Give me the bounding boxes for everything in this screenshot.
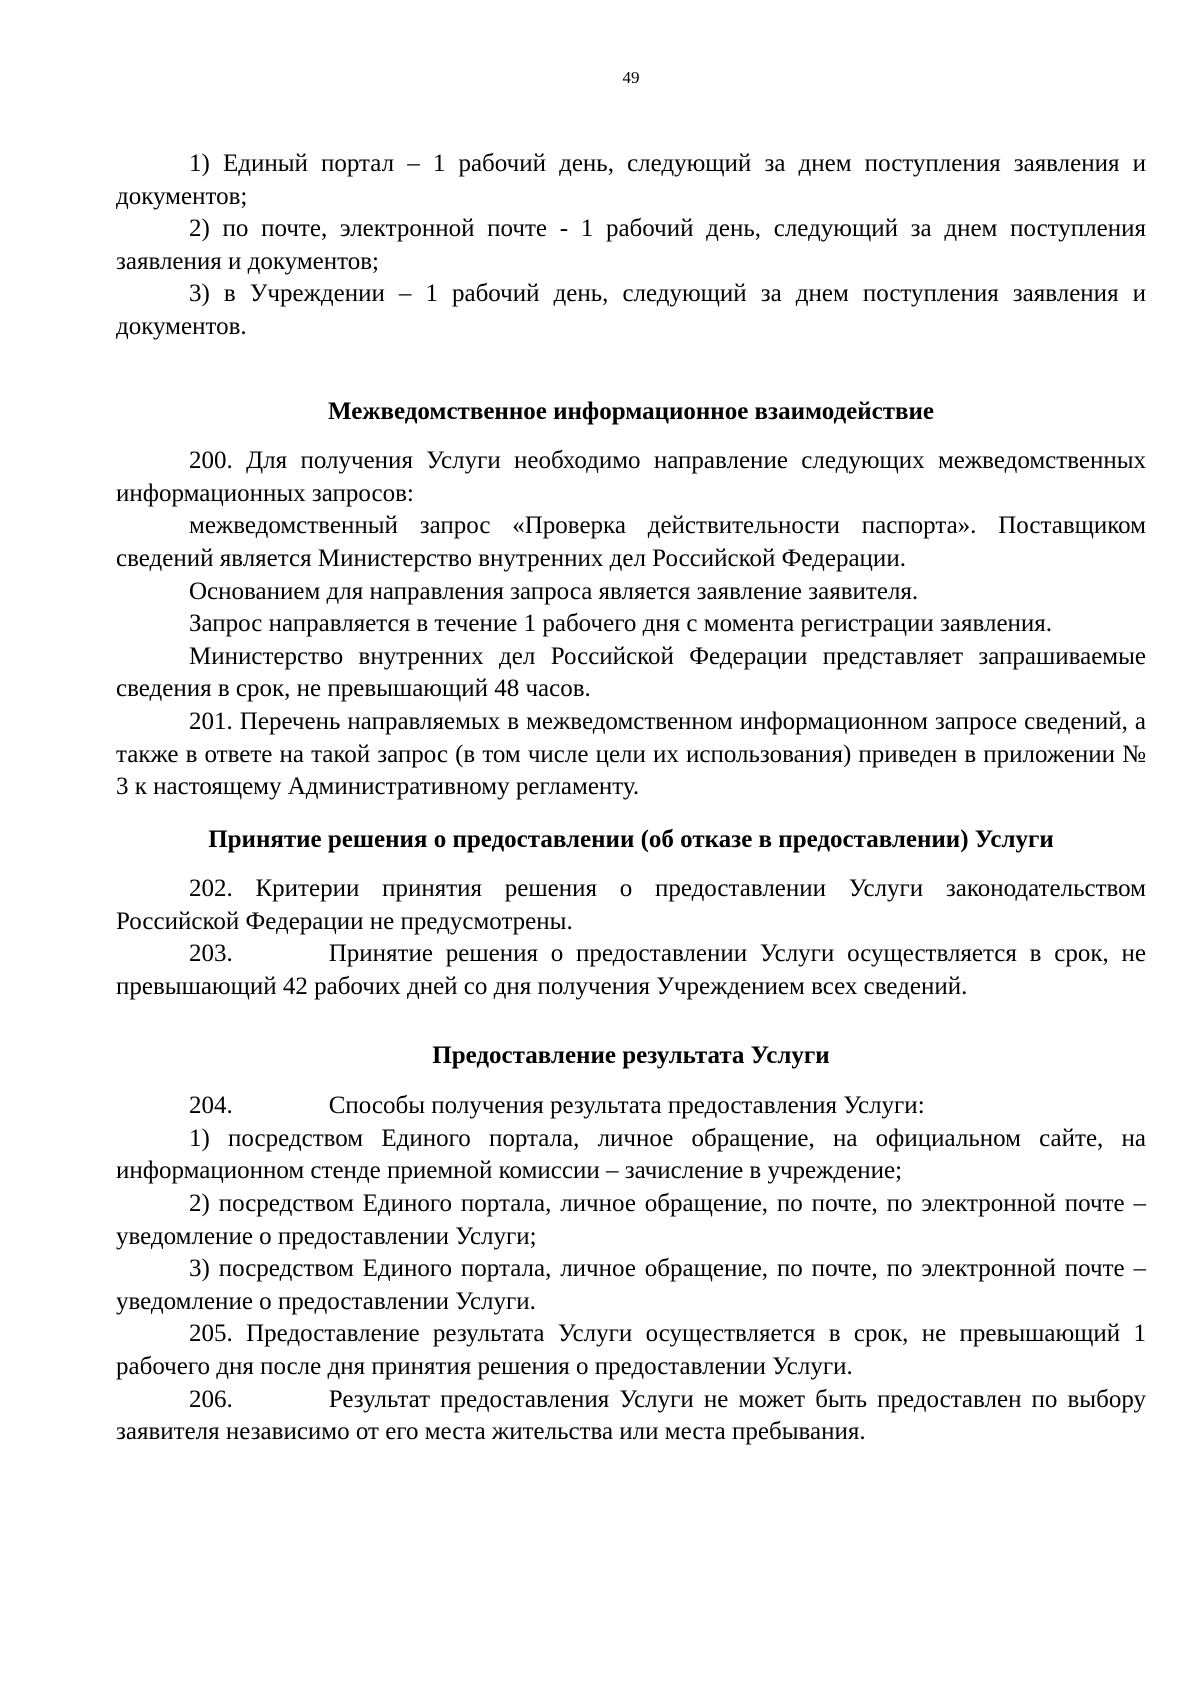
paragraph-203 (116, 938, 1146, 1003)
spacer (116, 856, 1146, 873)
spacer (116, 1072, 1146, 1090)
paragraph-text: Способы получения результата предоставления Услуги: (328, 1092, 925, 1120)
paragraph-201: 201. Перечень направляемых в межведомственном информационном запросе сведений, а также в ответе на такой запрос (в том числе цели их использования) приведен в приложении № 3 к настоящему Административному регламенту. (116, 707, 1146, 801)
paragraph-text: Принятие решения о предоставлении Услуги осуществляется в срок, не превышающий 42 рабочих дней со дня получения Учреждением всех сведений. (116, 940, 1146, 1001)
result-item-1: 1) посредством Единого портала, личное обращение, на официальном сайте, на информационном стенде приемной комиссии – зачисление в учреждение; (116, 1124, 1146, 1185)
paragraph-interagency-request: межведомственный запрос «Проверка действительности паспорта». Поставщиком сведений является Министерство внутренних дел Российской Федерации. (116, 512, 1146, 572)
heading-result: Предоставление результата Услуги (432, 1041, 830, 1069)
paragraph-ministry-response: Министерство внутренних дел Российской Федерации представляет запрашиваемые сведения в срок, не превышающий 48 часов. (116, 642, 1146, 703)
intro-item-2: 2) по почте, электронной почте - 1 рабочий день, следующий за днем поступления заявления и документов; (116, 215, 1146, 275)
paragraph-request-basis: Основанием для направления запроса является заявление заявителя. (189, 577, 919, 605)
paragraph-204 (116, 1090, 1146, 1123)
paragraph-202: 202. Критерии принятия решения о предоставлении Услуги законодательством Российской Федерации не предусмотрены. (116, 875, 1146, 935)
paragraph-request-timing: Запрос направляется в течение 1 рабочего дня с момента регистрации заявления. (189, 610, 1053, 638)
paragraph-206 (116, 1384, 1146, 1449)
result-item-3: 3) посредством Единого портала, личное обращение, по почте, по электронной почте – уведомление о предоставлении Услуги. (116, 1255, 1146, 1315)
paragraph-200: 200. Для получения Услуги необходимо направление следующих межведомственных информационных запросов: (116, 447, 1146, 507)
paragraph-205: 205. Предоставление результата Услуги осуществляется в срок, не превышающий 1 рабочего дня после дня принятия решения о предоставлении Услуги. (116, 1320, 1146, 1380)
spacer (116, 428, 1146, 445)
paragraph-text: Результат предоставления Услуги не может быть предоставлен по выбору заявителя независимо от его места жительства или места пребывания. (116, 1385, 1146, 1446)
spacer (116, 1004, 1146, 1040)
intro-item-3: 3) в Учреждении – 1 рабочий день, следующий за днем поступления заявления и документов. (116, 280, 1146, 340)
paragraph-number: 206. (189, 1385, 233, 1413)
heading-decision: Принятие решения о предоставлении (об отказе в предоставлении) Услуги (208, 825, 1054, 853)
spacer (116, 344, 1146, 396)
paragraph-number: 204. (189, 1092, 233, 1120)
page-number: 49 (622, 68, 640, 87)
spacer (116, 804, 1146, 824)
heading-interagency: Межведомственное информационное взаимодействие (328, 397, 934, 425)
intro-item-1: 1) Единый портал – 1 рабочий день, следующий за днем поступления заявления и документов; (116, 150, 1146, 210)
paragraph-number: 203. (189, 940, 233, 968)
result-item-2: 2) посредством Единого портала, личное обращение, по почте, по электронной почте – уведомление о предоставлении Услуги; (116, 1190, 1146, 1250)
